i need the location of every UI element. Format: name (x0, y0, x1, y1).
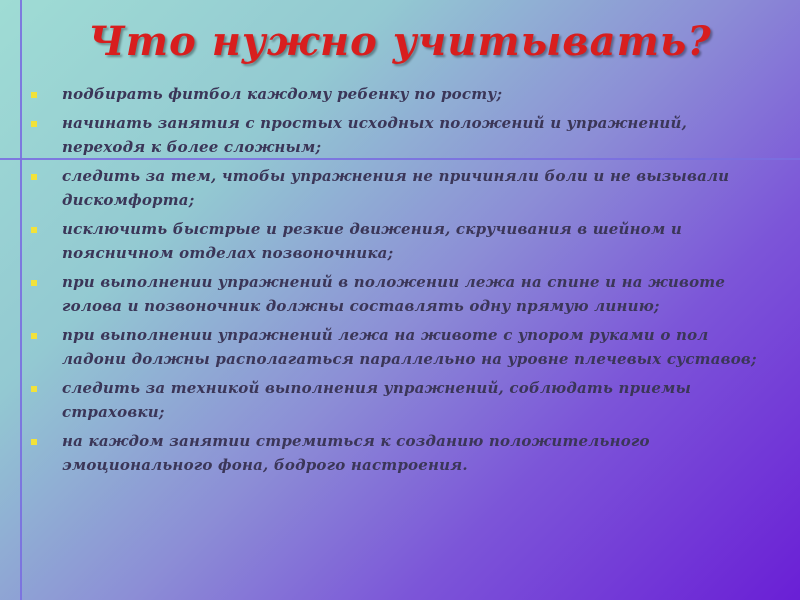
list-item-text: при выполнении упражнений в положении лежа на спине и на животе голова и позвоночник должны составлять одну прямую линию; (62, 273, 726, 315)
list-item-text: исключить быстрые и резкие движения, скручивания в шейном и поясничном отделах позвоночника; (62, 220, 682, 262)
list-item-text: при выполнении упражнений лежа на животе с упором руками о пол ладони должны располагаться параллельно на уровне плечевых суставов; (62, 326, 757, 368)
bullet-list (28, 82, 768, 482)
list-item (28, 323, 768, 371)
list-item-text: на каждом занятии стремиться к созданию положительного эмоционального фона, бодрого настроения. (62, 432, 650, 474)
list-item-text: подбирать фитбол каждому ребенку по росту; (62, 85, 503, 103)
list-item-text: следить за техникой выполнения упражнений, соблюдать приемы страховки; (62, 379, 692, 421)
list-item (28, 111, 768, 159)
vertical-divider-line (20, 0, 22, 600)
square-bullet-icon (31, 386, 37, 392)
square-bullet-icon (31, 333, 37, 339)
list-item (28, 82, 768, 106)
list-item (28, 429, 768, 477)
square-bullet-icon (31, 280, 37, 286)
list-item (28, 270, 768, 318)
list-item (28, 376, 768, 424)
square-bullet-icon (31, 227, 37, 233)
square-bullet-icon (31, 92, 37, 98)
square-bullet-icon (31, 439, 37, 445)
square-bullet-icon (31, 121, 37, 127)
slide-title: Что нужно учитывать? (88, 18, 712, 65)
square-bullet-icon (31, 174, 37, 180)
list-item-text: следить за тем, чтобы упражнения не причиняли боли и не вызывали дискомфорта; (62, 167, 730, 209)
list-item-text: начинать занятия с простых исходных положений и упражнений, переходя к более сложным; (62, 114, 688, 156)
list-item (28, 217, 768, 265)
list-item (28, 164, 768, 212)
